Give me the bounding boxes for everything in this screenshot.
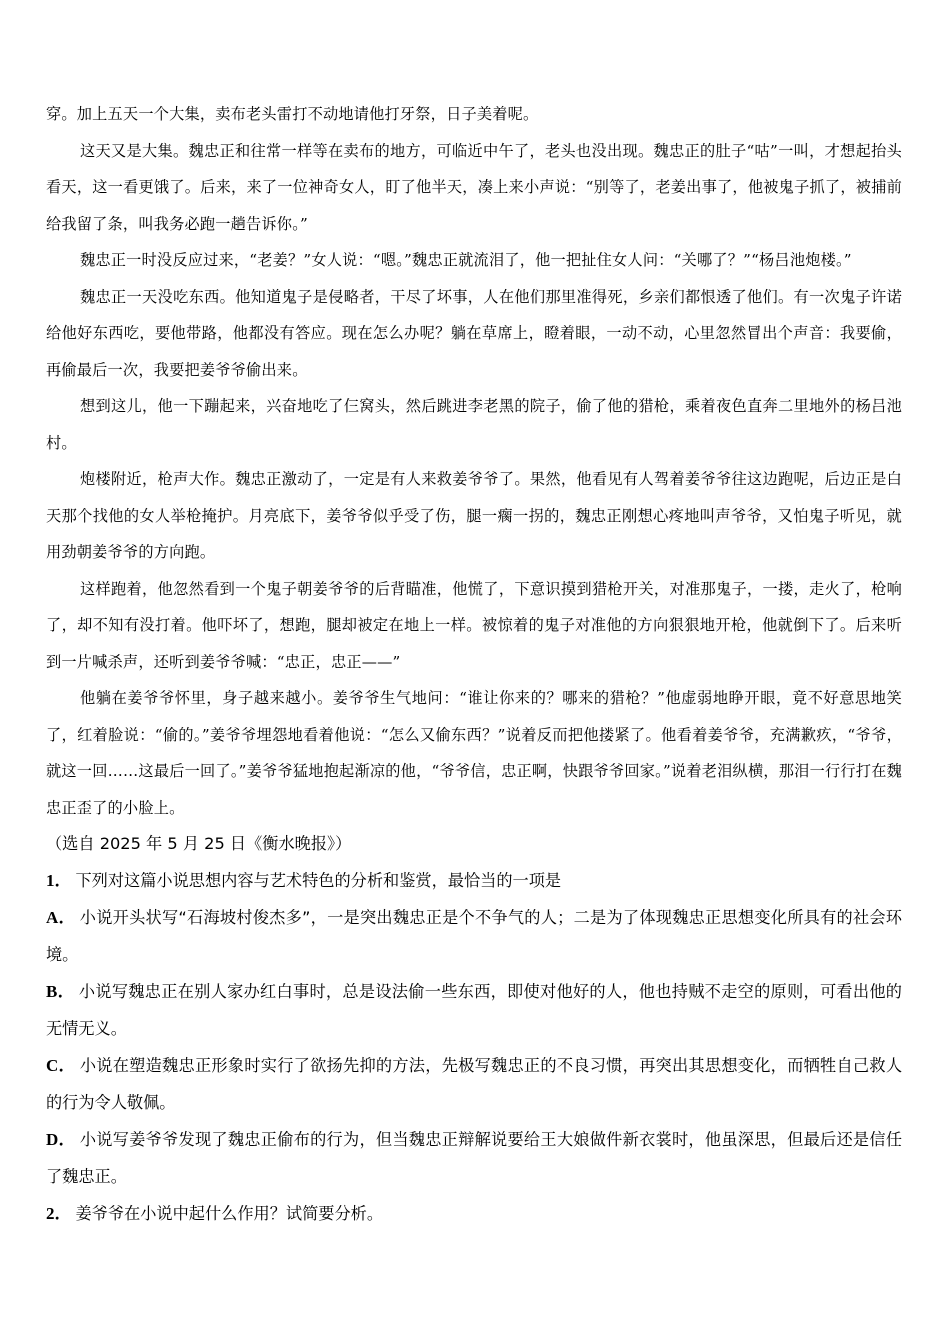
question-number: 1． xyxy=(46,871,72,890)
document-content xyxy=(46,96,902,1232)
option-text: 小说开头状写“石海坡村俊杰多”，一是突出魏忠正是个不争气的人；二是为了体现魏忠正思想变化所具有的社会环境。 xyxy=(46,908,902,964)
story-paragraph: 穿。加上五天一个大集，卖布老头雷打不动地请他打牙祭，日子美着呢。 xyxy=(46,105,539,123)
story-paragraph: 他躺在姜爷爷怀里，身子越来越小。姜爷爷生气地问：“谁让你来的？哪来的猎枪？”他虚弱地睁开眼，竟不好意思地笑了，红着脸说：“偷的。”姜爷爷埋怨地看着他说：“怎么又偷东西？”说着反而把他搂紧了。他看着姜爷爷，充满歉疚，“爷爷，就这一回……这最后一回了。”姜爷爷猛地抱起渐凉的他，“爷爷信，忠正啊，快跟爷爷回家。”说着老泪纵横，那泪一行行打在魏忠正歪了的小脸上。 xyxy=(46,689,902,817)
option-d xyxy=(46,1121,902,1195)
source-note: （选自 2025 年 5 月 25 日《衡水晚报》） xyxy=(46,834,352,853)
story-paragraph: 想到这儿，他一下蹦起来，兴奋地吃了仨窝头，然后跳进李老黑的院子，偷了他的猎枪，乘着夜色直奔二里地外的杨吕池村。 xyxy=(46,397,902,452)
option-text: 小说写姜爷爷发现了魏忠正偷布的行为，但当魏忠正辩解说要给王大娘做件新衣裳时，他虽深思，但最后还是信任了魏忠正。 xyxy=(46,1130,903,1186)
option-text: 小说在塑造魏忠正形象时实行了欲扬先抑的方法，先极写魏忠正的不良习惯，再突出其思想变化，而牺牲自己救人的行为令人敬佩。 xyxy=(46,1056,903,1112)
option-b xyxy=(46,973,902,1047)
question-stem: 姜爷爷在小说中起什么作用？试简要分析。 xyxy=(75,1204,384,1223)
story-paragraph: 这样跑着，他忽然看到一个鬼子朝姜爷爷的后背瞄准，他慌了，下意识摸到猎枪开关，对准那鬼子，一搂，走火了，枪响了，却不知有没打着。他吓坏了，想跑，腿却被定在地上一样。被惊着的鬼子对准他的方向狠狠地开枪，他就倒下了。后来听到一片喊杀声，还听到姜爷爷喊：“忠正，忠正——” xyxy=(46,579,902,671)
option-a xyxy=(46,899,902,973)
story-text xyxy=(46,96,902,826)
option-c xyxy=(46,1047,902,1121)
story-paragraph: 魏忠正一天没吃东西。他知道鬼子是侵略者，干尽了坏事，人在他们那里准得死，乡亲们都恨透了他们。有一次鬼子许诺给他好东西吃，要他带路，他都没有答应。现在怎么办呢？躺在草席上，瞪着眼，一动不动，心里忽然冒出个声音：我要偷，再偷最后一次，我要把姜爷爷偷出来。 xyxy=(46,287,902,379)
question-stem: 下列对这篇小说思想内容与艺术特色的分析和鉴赏，最恰当的一项是 xyxy=(75,871,562,890)
story-paragraph: 魏忠正一时没反应过来，“老姜？”女人说：“嗯。”魏忠正就流泪了，他一把扯住女人问：“关哪了？”“杨吕池炮楼。” xyxy=(80,251,852,269)
option-label: C． xyxy=(46,1056,76,1075)
question-1 xyxy=(46,862,902,899)
story-paragraph: 这天又是大集。魏忠正和往常一样等在卖布的地方，可临近中午了，老头也没出现。魏忠正的肚子“咕”一叫，才想起抬头看天，这一看更饿了。后来，来了一位神奇女人，盯了他半天，凑上来小声说：“别等了，老姜出事了，他被鬼子抓了，被捕前给我留了条，叫我务必跑一趟告诉你。” xyxy=(46,141,902,233)
story-paragraph: 炮楼附近，枪声大作。魏忠正激动了，一定是有人来救姜爷爷了。果然，他看见有人驾着姜爷爷往这边跑呢，后边正是白天那个找他的女人举枪掩护。月亮底下，姜爷爷似乎受了伤，腿一瘸一拐的，魏忠正刚想心疼地叫声爷爷，又怕鬼子听见，就用劲朝姜爷爷的方向跑。 xyxy=(46,470,902,561)
option-label: D． xyxy=(46,1130,76,1149)
questions-section xyxy=(46,828,902,1232)
question-number: 2． xyxy=(46,1204,72,1223)
option-label: A． xyxy=(46,908,76,927)
option-text: 小说写魏忠正在别人家办红白事时，总是设法偷一些东西，即使对他好的人，他也持贼不走空的原则，可看出他的无情无义。 xyxy=(46,982,902,1038)
question-2 xyxy=(46,1195,902,1232)
option-label: B． xyxy=(46,982,75,1001)
